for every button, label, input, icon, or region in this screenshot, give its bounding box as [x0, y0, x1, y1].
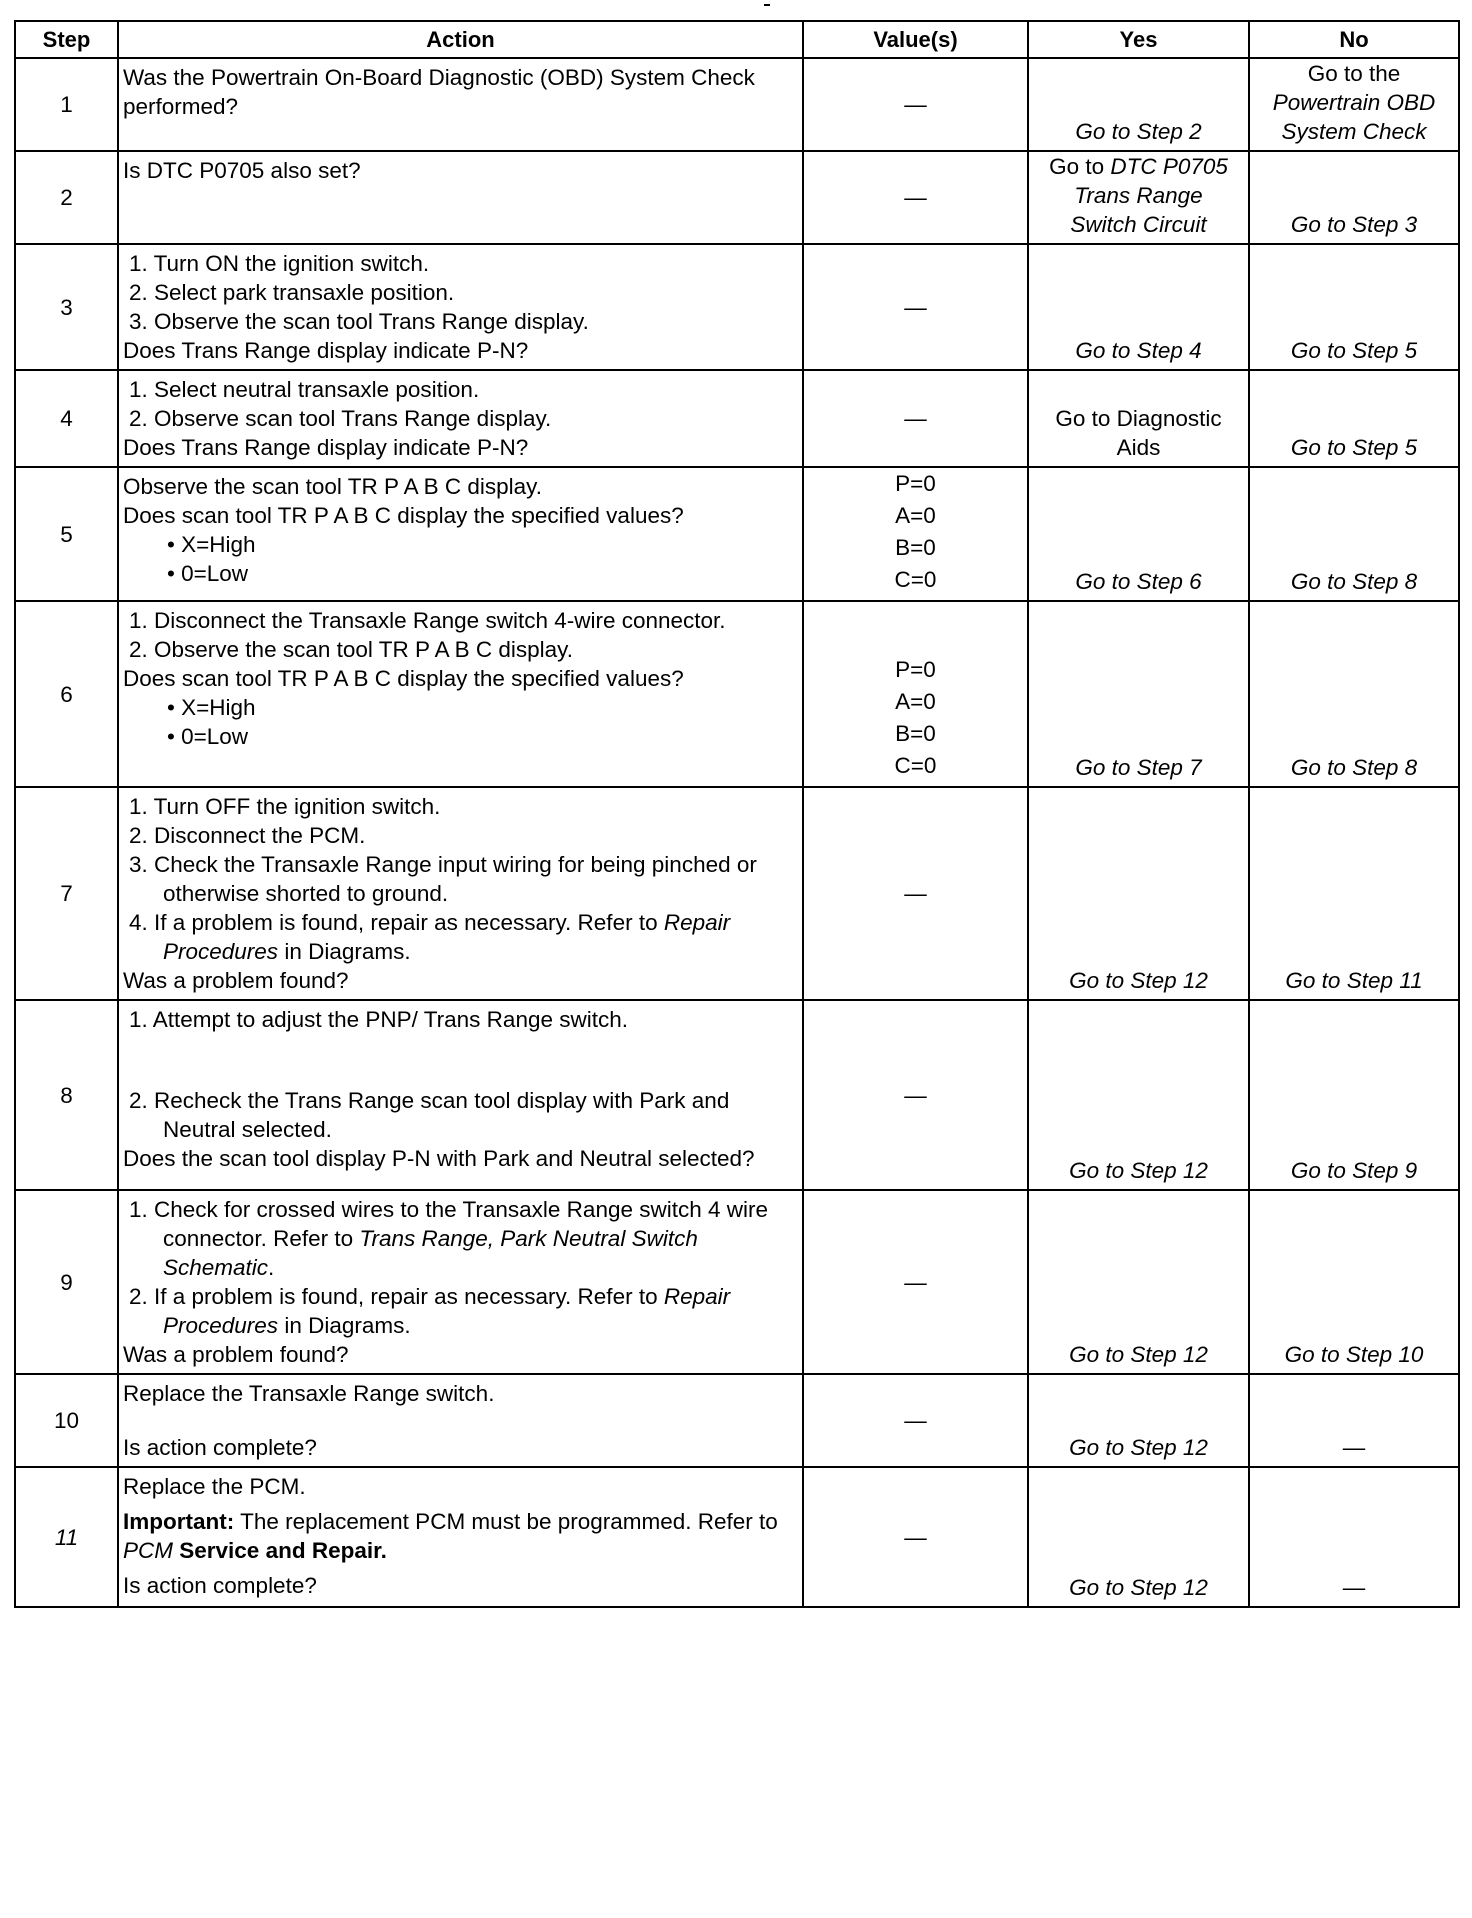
value-line: C=0 [894, 567, 937, 592]
no-line: Go to the [1307, 61, 1401, 86]
header-values: Value(s) [803, 21, 1028, 58]
no-line: Go to Step 10 [1284, 1342, 1424, 1367]
action-cell [118, 1000, 803, 1190]
no-cell [1249, 151, 1459, 244]
table-row [15, 151, 1459, 244]
action-reference: Trans Range, Park Neutral Switch Schematic [163, 1226, 698, 1280]
value-line: B=0 [895, 721, 936, 746]
no-cell [1249, 1374, 1459, 1467]
action-text: • X=High [167, 532, 256, 557]
top-mark [764, 4, 770, 6]
table-row [15, 1467, 1459, 1607]
yes-line: Go to Step 12 [1069, 1158, 1208, 1183]
diagnostic-table [14, 20, 1460, 1608]
action-line [123, 635, 796, 664]
table-row [15, 1374, 1459, 1467]
important-ref-tail: Service and Repair. [173, 1538, 387, 1563]
action-cell [118, 151, 803, 244]
yes-line: Go to DTC P0705 [1049, 154, 1228, 179]
action-line [123, 156, 796, 185]
table-row [15, 370, 1459, 467]
value-line: C=0 [894, 753, 937, 778]
action-spacer [123, 1034, 796, 1086]
no-line: — [1342, 1435, 1366, 1460]
step-number: 3 [15, 244, 118, 370]
value-dash: — [904, 1269, 927, 1295]
action-line [123, 908, 796, 966]
step-number: 9 [15, 1190, 118, 1374]
step-number: 6 [15, 601, 118, 787]
action-text: 1. Select neutral transaxle position. [129, 377, 480, 402]
action-text: Was a problem found? [123, 968, 349, 993]
action-text: Is action complete? [123, 1435, 317, 1460]
action-text: Was the Powertrain On-Board Diagnostic (OBD) System Check performed? [123, 65, 755, 119]
important-label: Important: [123, 1509, 235, 1534]
action-line [123, 307, 796, 336]
action-text: 1. Check for crossed wires to the Transaxle Range switch 4 wire connector. Refer to [129, 1197, 769, 1251]
header-yes: Yes [1028, 21, 1249, 58]
action-text: 1. Turn OFF the ignition switch. [129, 794, 441, 819]
action-text: Replace the PCM. [123, 1474, 306, 1499]
no-cell [1249, 1190, 1459, 1374]
action-line [123, 1195, 796, 1282]
action-reference: Repair Procedures [163, 910, 731, 964]
step-number: 5 [15, 467, 118, 601]
yes-line: Trans Range [1074, 183, 1203, 208]
action-text: 2. Observe the scan tool TR P A B C display. [129, 637, 573, 662]
action-text: • 0=Low [167, 561, 249, 586]
action-text: 4. If a problem is found, repair as necessary. Refer to [129, 910, 658, 935]
action-text: 2. Disconnect the PCM. [129, 823, 366, 848]
values-cell [803, 467, 1028, 601]
action-line [123, 1571, 796, 1600]
action-text: Was a problem found? [123, 1342, 349, 1367]
action-cell [118, 467, 803, 601]
values-cell [803, 58, 1028, 151]
action-text: 2. If a problem is found, repair as necessary. Refer to [129, 1284, 658, 1309]
yes-line: Go to Step 12 [1069, 1435, 1208, 1460]
step-number: 2 [15, 151, 118, 244]
no-cell [1249, 370, 1459, 467]
yes-cell [1028, 1190, 1249, 1374]
action-reference: Repair Procedures [163, 1284, 731, 1338]
yes-cell [1028, 1000, 1249, 1190]
yes-cell [1028, 1467, 1249, 1607]
action-text: 1. Turn ON the ignition switch. [129, 251, 430, 276]
step-number: 1 [15, 58, 118, 151]
value-dash: — [904, 1524, 927, 1550]
yes-line: Go to Diagnostic [1055, 406, 1222, 431]
action-cell [118, 1190, 803, 1374]
action-line [123, 1282, 796, 1340]
yes-cell [1028, 151, 1249, 244]
no-cell [1249, 1000, 1459, 1190]
value-dash: — [904, 185, 927, 210]
action-tail: in Diagrams. [278, 1313, 411, 1338]
table-row [15, 1000, 1459, 1190]
action-line [123, 404, 796, 433]
action-cell [118, 58, 803, 151]
values-cell [803, 1374, 1028, 1467]
action-line [123, 1379, 796, 1408]
step-number: 7 [15, 787, 118, 1000]
table-row [15, 1190, 1459, 1374]
table-row [15, 58, 1459, 151]
no-line: Go to Step 11 [1285, 968, 1423, 993]
value-line: P=0 [895, 471, 936, 496]
value-dash: — [904, 406, 927, 431]
action-text: Is action complete? [123, 1573, 317, 1598]
action-line [123, 1507, 796, 1565]
action-line [123, 63, 796, 121]
value-line: B=0 [895, 535, 936, 560]
action-line [123, 1005, 796, 1034]
table-row [15, 787, 1459, 1000]
no-line: Go to Step 3 [1290, 212, 1418, 237]
action-tail: . [268, 1255, 275, 1280]
no-line: Go to Step 5 [1290, 338, 1418, 363]
no-line: Go to Step 5 [1290, 435, 1418, 460]
values-cell [803, 1000, 1028, 1190]
action-line [123, 249, 796, 278]
values-cell [803, 1467, 1028, 1607]
yes-cell [1028, 370, 1249, 467]
no-line: — [1342, 1575, 1366, 1600]
action-line [123, 966, 796, 995]
action-spacer [123, 1408, 796, 1433]
step-number: 10 [15, 1374, 118, 1467]
action-line [123, 606, 796, 635]
action-line [123, 501, 796, 530]
table-row [15, 467, 1459, 601]
values-cell [803, 601, 1028, 787]
yes-cell [1028, 1374, 1249, 1467]
action-line [123, 433, 796, 462]
table-row [15, 244, 1459, 370]
action-text: 1. Disconnect the Transaxle Range switch 4-wire connector. [129, 608, 726, 633]
dtc-reference: DTC P0705 [1110, 154, 1228, 179]
yes-cell [1028, 601, 1249, 787]
no-line: Go to Step 9 [1290, 1158, 1418, 1183]
no-line: Powertrain OBD [1272, 90, 1436, 115]
action-text: 2. Observe scan tool Trans Range display. [129, 406, 552, 431]
important-ref: PCM [123, 1538, 173, 1563]
action-line [123, 530, 796, 559]
no-line: Go to Step 8 [1290, 755, 1418, 780]
values-cell [803, 151, 1028, 244]
no-line: System Check [1281, 119, 1427, 144]
action-text: 2. Select park transaxle position. [129, 280, 455, 305]
value-line: A=0 [895, 503, 936, 528]
values-cell [803, 370, 1028, 467]
step-number: 8 [15, 1000, 118, 1190]
no-line: Go to Step 8 [1290, 569, 1418, 594]
step-number: 4 [15, 370, 118, 467]
step-number: 11 [15, 1467, 118, 1607]
yes-line: Go to Step 12 [1069, 1575, 1208, 1600]
action-line [123, 1144, 796, 1173]
value-dash: — [904, 1082, 927, 1108]
action-line [123, 722, 796, 751]
action-line [123, 821, 796, 850]
action-text: Does the scan tool display P-N with Park and Neutral selected? [123, 1146, 755, 1171]
yes-line: Go to Step 12 [1069, 968, 1208, 993]
value-dash: — [904, 1408, 927, 1433]
yes-cell [1028, 787, 1249, 1000]
yes-line: Go to Step 7 [1075, 755, 1202, 780]
action-cell [118, 787, 803, 1000]
value-dash: — [904, 881, 927, 906]
action-line [123, 664, 796, 693]
value-dash: — [904, 294, 927, 320]
no-cell [1249, 1467, 1459, 1607]
action-line [123, 850, 796, 908]
action-cell [118, 1374, 803, 1467]
action-text: • X=High [167, 695, 256, 720]
yes-cell [1028, 244, 1249, 370]
action-cell [118, 601, 803, 787]
table-body [15, 58, 1459, 1607]
action-line [123, 278, 796, 307]
yes-line: Aids [1116, 435, 1161, 460]
yes-cell [1028, 467, 1249, 601]
action-text: 1. Attempt to adjust the PNP/ Trans Range switch. [129, 1007, 628, 1032]
value-line: P=0 [895, 657, 936, 682]
action-line [123, 1086, 796, 1144]
action-text: Replace the Transaxle Range switch. [123, 1381, 495, 1406]
action-line [123, 559, 796, 588]
header-row [15, 21, 1459, 58]
yes-line: Go to Step 6 [1075, 569, 1202, 594]
action-line [123, 792, 796, 821]
action-line [123, 336, 796, 365]
header-step: Step [15, 21, 118, 58]
action-line [123, 1340, 796, 1369]
action-line [123, 1472, 796, 1501]
action-text: • 0=Low [167, 724, 249, 749]
action-text: Does scan tool TR P A B C display the specified values? [123, 666, 684, 691]
no-cell [1249, 244, 1459, 370]
header-action: Action [118, 21, 803, 58]
action-line [123, 472, 796, 501]
values-cell [803, 244, 1028, 370]
value-dash: — [904, 92, 927, 117]
no-cell [1249, 787, 1459, 1000]
action-text: Does Trans Range display indicate P-N? [123, 435, 529, 460]
no-cell [1249, 58, 1459, 151]
yes-line: Switch Circuit [1070, 212, 1207, 237]
action-text: 3. Observe the scan tool Trans Range display. [129, 309, 589, 334]
no-cell [1249, 601, 1459, 787]
important-text: The replacement PCM must be programmed. Refer to [234, 1509, 778, 1534]
action-cell [118, 244, 803, 370]
action-cell [118, 370, 803, 467]
values-cell [803, 1190, 1028, 1374]
table-row [15, 601, 1459, 787]
yes-cell [1028, 58, 1249, 151]
action-text: 2. Recheck the Trans Range scan tool display with Park and Neutral selected. [129, 1088, 730, 1142]
action-text: Does scan tool TR P A B C display the specified values? [123, 503, 684, 528]
yes-line: Go to Step 2 [1075, 119, 1202, 144]
action-line [123, 1433, 796, 1462]
action-text: Does Trans Range display indicate P-N? [123, 338, 529, 363]
header-no: No [1249, 21, 1459, 58]
values-cell [803, 787, 1028, 1000]
action-text: 3. Check the Transaxle Range input wiring for being pinched or otherwise shorted to ground. [129, 852, 757, 906]
action-text: Observe the scan tool TR P A B C display. [123, 474, 542, 499]
yes-line: Go to Step 4 [1075, 338, 1202, 363]
yes-line: Go to Step 12 [1069, 1342, 1208, 1367]
action-line [123, 375, 796, 404]
action-text: Is DTC P0705 also set? [123, 158, 361, 183]
value-line: A=0 [895, 689, 936, 714]
action-line [123, 693, 796, 722]
action-cell [118, 1467, 803, 1607]
no-cell [1249, 467, 1459, 601]
action-tail: in Diagrams. [278, 939, 411, 964]
